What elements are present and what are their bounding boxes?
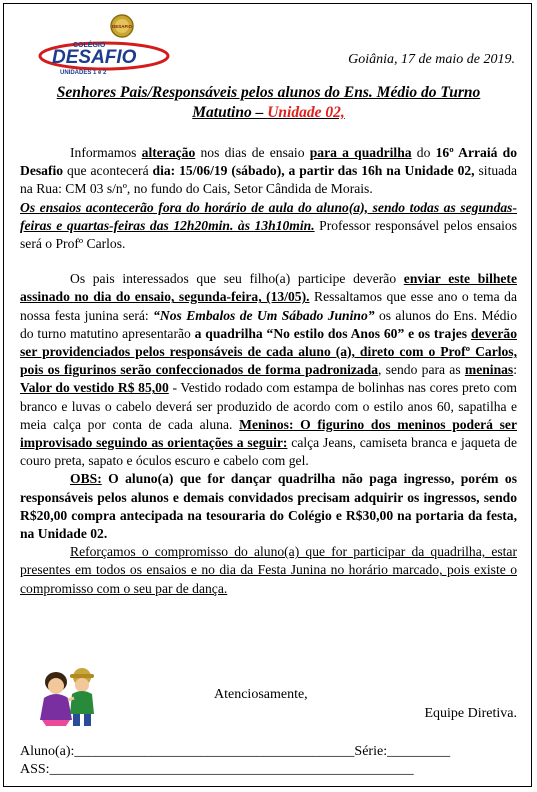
paragraph-commitment: Reforçamos o compromisso do aluno(a) que for participar da quadrilha, estar presentes em todos os ensaios e no dia da Festa Junina no horário marcado, pois existe o compromisso com o seu par de dança. bbox=[20, 544, 517, 596]
signature-team: Equipe Diretiva. bbox=[424, 706, 517, 721]
svg-text:DESAFIO: DESAFIO bbox=[111, 24, 133, 29]
paragraph-details: Os pais interessados que seu filho(a) participe deverão enviar este bilhete assinado no dia do ensaio, segunda-feira, (13/05). Ressaltamos que esse ano o tema da nossa festa junina será: “Nos Embalos de Um Sábado Junino” os alunos do Ens. Médio do turno matutino apresentarão a quadrilha “No estilo dos Anos 60” e os trajes deverão ser providenciados pelos responsáveis de cada aluno (a), direto com o Profº Carlos, pois os figurinos serão confeccionados de forma padronizada, sendo para as meninas: Valor do vestido R$ 85,00 - Vestido rodado com estampa de bolinhas nas cores preto com branco e luvas o cabelo deverá ser produzido de acordo com o estilo anos 60, sapatilha e meia calça por conta de cada aluna. Meninos: O figurino dos meninos poderá ser improvisado seguindo as orientações a seguir: calça Jeans, camiseta branca e jaqueta de couro preta, sapato e óculos escuro e cabelo com gel. bbox=[20, 271, 518, 469]
svg-text:COLÉGIO: COLÉGIO bbox=[73, 42, 106, 49]
letter-body bbox=[20, 144, 517, 598]
svg-text:UNIDADES 1 e 2: UNIDADES 1 e 2 bbox=[60, 70, 107, 76]
letter-date: Goiânia, 17 de maio de 2019. bbox=[348, 52, 515, 67]
heading-line-2: Matutino – Unidade 02, bbox=[192, 104, 345, 121]
dancing-kids-illustration bbox=[36, 668, 104, 730]
paragraph-rehearsals: Os ensaios acontecerão fora do horário de aula do aluno(a), sendo todas as segundas-feiras e quartas-feiras das 12h20min. às 13h10min. Professor responsável pelos ensaios será o Profº Carlos. bbox=[20, 199, 517, 252]
svg-text:DESAFIO: DESAFIO bbox=[52, 47, 137, 68]
school-logo bbox=[38, 14, 178, 78]
student-name-grade-field[interactable]: Aluno(a):________________________________________Série:_________ bbox=[20, 744, 451, 759]
heading-line-1: Senhores Pais/Responsáveis pelos alunos do Ens. Médio do Turno bbox=[56, 84, 481, 101]
paragraph-obs: OBS: O aluno(a) que for dançar quadrilha não paga ingresso, porém os responsáveis pelos alunos e demais convidados precisam adquirir os ingressos, sendo R$20,00 compra antecipada na tesouraria do Colégio e R$30,00 na portaria da festa, na Unidade 02. bbox=[20, 471, 517, 542]
paragraph-announcement: Informamos alteração nos dias de ensaio para a quadrilha do 16º Arraiá do Desafio que acontecerá dia: 15/06/19 (sábado), a partir das 16h na Unidade 02, situada na Rua: CM 03 s/nº, no fundo do Cais, Setor Cândida de Morais. bbox=[20, 145, 518, 197]
closing-salutation: Atenciosamente, bbox=[214, 687, 308, 702]
letter-heading bbox=[20, 83, 517, 123]
signature-field[interactable]: ASS:____________________________________________________ bbox=[20, 762, 414, 777]
